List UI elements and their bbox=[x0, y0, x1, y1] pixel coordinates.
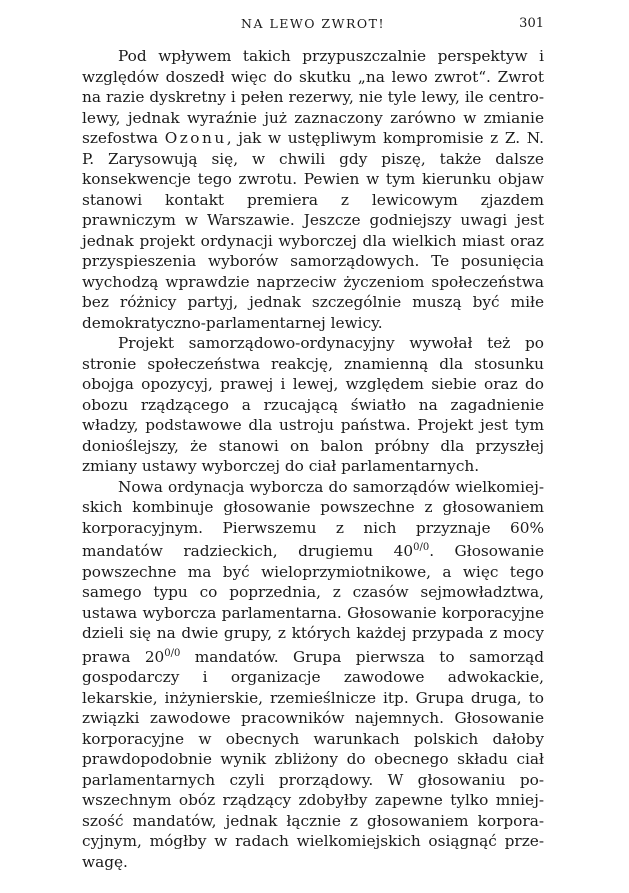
paragraph-3-part-d: mandatów. Grupa pierwsza to samorząd gospodarczy i organizacje zawodowe adwokackie, lekarskie, inżynierskie, rzemieślnicze itp. Grupa druga, to związki zawodowe pracowników najemnych. Głosowanie korporacyjne w obecnych warunkach polskich dałoby prawdopodobnie wynik zbliżony do obecnego składu ciał parlamentarnych czyli prorządowy. W głosowaniu powszechnym obóz rządzący zdobyłby zapewne tylko mniejszość mandatów, jednak łącznie z głosowaniem korporacyjnym, mógłby w radach wielkomiejskich osiągnąć przewagę. bbox=[82, 647, 544, 871]
paragraph-3-part-b: mandatów radzieckich, drugiemu 40 bbox=[82, 542, 414, 561]
running-head bbox=[82, 14, 544, 40]
page-number: 301 bbox=[519, 16, 544, 31]
paragraph-1-part-a: Pod wpływem takich przypuszczalnie perspektyw i względów doszedł więc do skutku „na lewo zwrot“. Zwrot na razie dyskretny i pełen rezerwy, nie tyle lewy, ile centrolewy, jednak wyraźnie już zaznaczony zarówno w zmianie szefostwa bbox=[82, 47, 544, 147]
body-text bbox=[82, 46, 544, 872]
percent-sign-3: 0/0 bbox=[164, 647, 181, 659]
paragraph-1 bbox=[82, 46, 544, 333]
paragraph-3-part-c: . Głosowanie powszechne ma być wieloprzymiotnikowe, a więc tego samego typu co poprzednia, z czasów sejmowładztwa, ustawa wyborcza parlamentarna. Głosowanie korporacyjne dzieli się na dwie grupy, z których każdej przypada z mocy prawa 20 bbox=[82, 542, 545, 666]
paragraph-1-part-b: , jak w ustępliwym kompromisie z Z. N. P. Zarysowują się, w chwili gdy piszę, także dalsze konsekwencje tego zwrotu. Pewien w tym kierunku objaw stanowi kontakt premiera z lewicowym zjazdem prawniczym w Warszawie. Jeszcze godniejszy uwagi jest jednak projekt ordynacji wyborczej dla wielkich miast oraz przyspieszenia wyborów samorządowych. Te posunięcia wychodzą wprawdzie naprzeciw życzeniom społeczeństwa bez różnicy partyj, jednak szczególnie muszą być miłe demokratyczno-parlamentarnej lewicy. bbox=[82, 129, 544, 332]
paragraph-3-part-a: Nowa ordynacja wyborcza do samorządów wielkomiejskich kombinuje głosowanie powszechne z głosowaniem korporacyjnym. Pierwszemu z nich przyznaje 60 bbox=[82, 477, 544, 537]
paragraph-2-text: Projekt samorządowo-ordynacyjny wywołał też po stronie społeczeństwa reakcję, znamienną dla stosunku obojga opozycyj, prawej i lewej, względem siebie oraz do obozu rządzącego a rzucającą światło na zagadnienie władzy, podstawowe dla ustroju państwa. Projekt jest tym donioślejszy, że stanowi on balon próbny dla przyszłej zmiany ustawy wyborczej do ciał parlamentarnych. bbox=[82, 334, 544, 475]
paragraph-2 bbox=[82, 333, 544, 477]
book-page bbox=[82, 14, 544, 872]
running-title: NA LEWO ZWROT! bbox=[241, 16, 385, 31]
paragraph-3 bbox=[82, 477, 544, 873]
percent-sign-2: 0/0 bbox=[413, 542, 430, 553]
emphasized-ozon: Ozonu bbox=[164, 129, 227, 147]
percent-sign-1: % bbox=[529, 518, 544, 537]
